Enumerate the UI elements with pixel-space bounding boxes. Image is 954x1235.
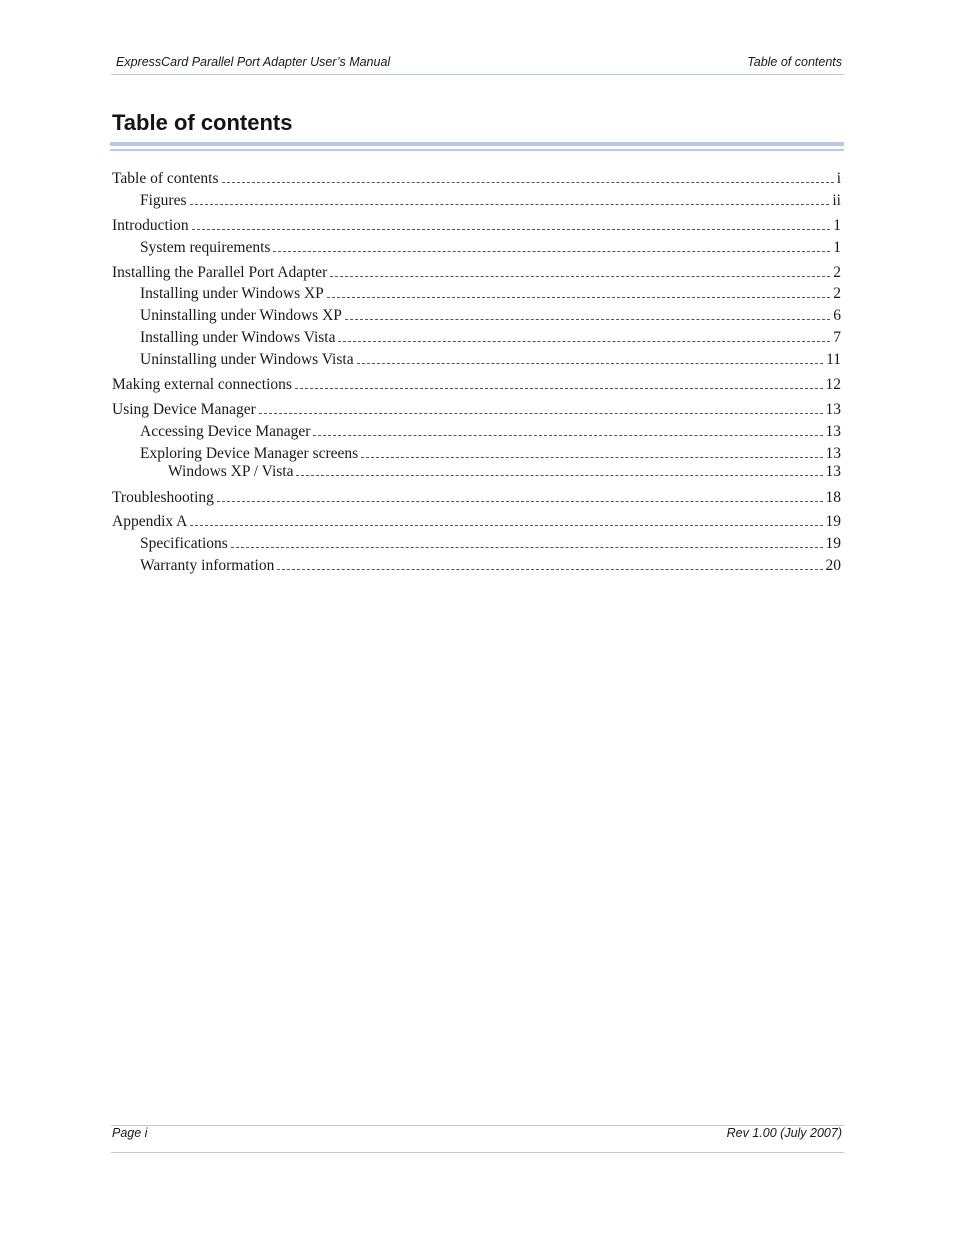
toc-entry-windows-xp-vista[interactable]	[112, 463, 841, 483]
toc-entry-page: 19	[825, 513, 841, 530]
toc-leader	[361, 456, 822, 458]
toc-leader	[222, 181, 834, 183]
toc-entry-title: Uninstalling under Windows XP	[140, 307, 342, 324]
toc-entry-page: 7	[833, 329, 841, 346]
toc-leader	[217, 500, 823, 502]
toc-leader	[330, 275, 830, 277]
toc-entry-title: Specifications	[140, 535, 228, 552]
toc-leader	[190, 524, 822, 526]
toc-entry-title: Making external connections	[112, 376, 292, 393]
toc-entry-page: 1	[833, 217, 841, 234]
page-footer	[111, 1125, 844, 1153]
toc-entry-introduction[interactable]	[112, 217, 841, 237]
toc-entry-page: 20	[825, 557, 841, 574]
toc-entry-page: 12	[825, 376, 841, 393]
toc-leader	[327, 296, 830, 298]
toc-entry-page: 2	[833, 264, 841, 281]
toc-entry-using-device-manager[interactable]	[112, 401, 841, 421]
toc-entry-warranty[interactable]	[112, 557, 841, 577]
toc-entry-title: Installing under Windows XP	[140, 285, 324, 302]
toc-leader	[338, 340, 830, 342]
toc-entry-specifications[interactable]	[112, 535, 841, 555]
toc-leader	[192, 228, 831, 230]
toc-entry-page: 19	[825, 535, 841, 552]
toc-entry-title: Installing the Parallel Port Adapter	[112, 264, 328, 281]
toc-leader	[277, 568, 822, 570]
toc-entry-page: 2	[833, 285, 841, 302]
toc-entry-installing-xp[interactable]	[112, 285, 841, 305]
title-rule-thin	[110, 149, 844, 151]
toc-leader	[313, 434, 822, 436]
toc-entry-title: Appendix A	[112, 513, 188, 530]
toc-leader	[273, 250, 830, 252]
header-section-title: Table of contents	[747, 55, 842, 69]
toc-entry-page: 11	[826, 351, 841, 368]
toc-entry-accessing-device-manager[interactable]	[112, 423, 841, 443]
toc-entry-page: 13	[825, 401, 841, 418]
toc-entry-title: Accessing Device Manager	[140, 423, 311, 440]
toc-entry-troubleshooting[interactable]	[112, 489, 841, 509]
toc-entry-installing-vista[interactable]	[112, 329, 841, 349]
toc-entry-page: ii	[832, 192, 841, 209]
toc-entry-title: Introduction	[112, 217, 189, 234]
toc-entry-title: Windows XP / Vista	[168, 463, 294, 480]
toc-entry-external-connections[interactable]	[112, 376, 841, 396]
footer-revision: Rev 1.00 (July 2007)	[726, 1126, 842, 1140]
footer-page-number: Page i	[112, 1126, 148, 1140]
toc-entry-uninstalling-xp[interactable]	[112, 307, 841, 327]
toc-entry-page: 18	[825, 489, 841, 506]
toc-entry-title: Table of contents	[112, 170, 219, 187]
toc-entry-system-requirements[interactable]	[112, 239, 841, 259]
toc-entry-title: Warranty information	[140, 557, 275, 574]
toc-entry-appendix-a[interactable]	[112, 513, 841, 533]
toc-entry-page: 1	[833, 239, 841, 256]
toc-entry-figures[interactable]	[112, 192, 841, 212]
toc-leader	[231, 546, 823, 548]
toc-entry-page: i	[836, 170, 841, 187]
toc-entry-title: Installing under Windows Vista	[140, 329, 336, 346]
toc-entry-page: 13	[825, 445, 841, 462]
toc-entry-title: Uninstalling under Windows Vista	[140, 351, 354, 368]
toc-entry-title: Troubleshooting	[112, 489, 214, 506]
toc-leader	[190, 203, 830, 205]
toc-leader	[357, 362, 823, 364]
header-document-title: ExpressCard Parallel Port Adapter User’s Manual	[116, 55, 391, 69]
toc-entry-exploring-screens[interactable]	[112, 445, 841, 465]
toc-entry-page: 13	[825, 463, 841, 480]
toc-entry-title: System requirements	[140, 239, 271, 256]
toc-entry-table-of-contents[interactable]	[112, 170, 841, 190]
toc-entry-uninstalling-vista[interactable]	[112, 351, 841, 371]
toc-entry-title: Figures	[140, 192, 187, 209]
toc-leader	[345, 318, 830, 320]
toc-leader	[296, 474, 822, 476]
toc-entry-installing-adapter[interactable]	[112, 264, 841, 284]
page-header	[111, 54, 844, 75]
title-rule-thick	[110, 142, 844, 146]
toc-leader	[259, 412, 823, 414]
toc-entry-title: Exploring Device Manager screens	[140, 445, 359, 462]
toc-entry-title: Using Device Manager	[112, 401, 256, 418]
toc-entry-page: 6	[833, 307, 841, 324]
page-title: Table of contents	[112, 110, 293, 135]
toc-entry-page: 13	[825, 423, 841, 440]
toc-leader	[295, 387, 823, 389]
